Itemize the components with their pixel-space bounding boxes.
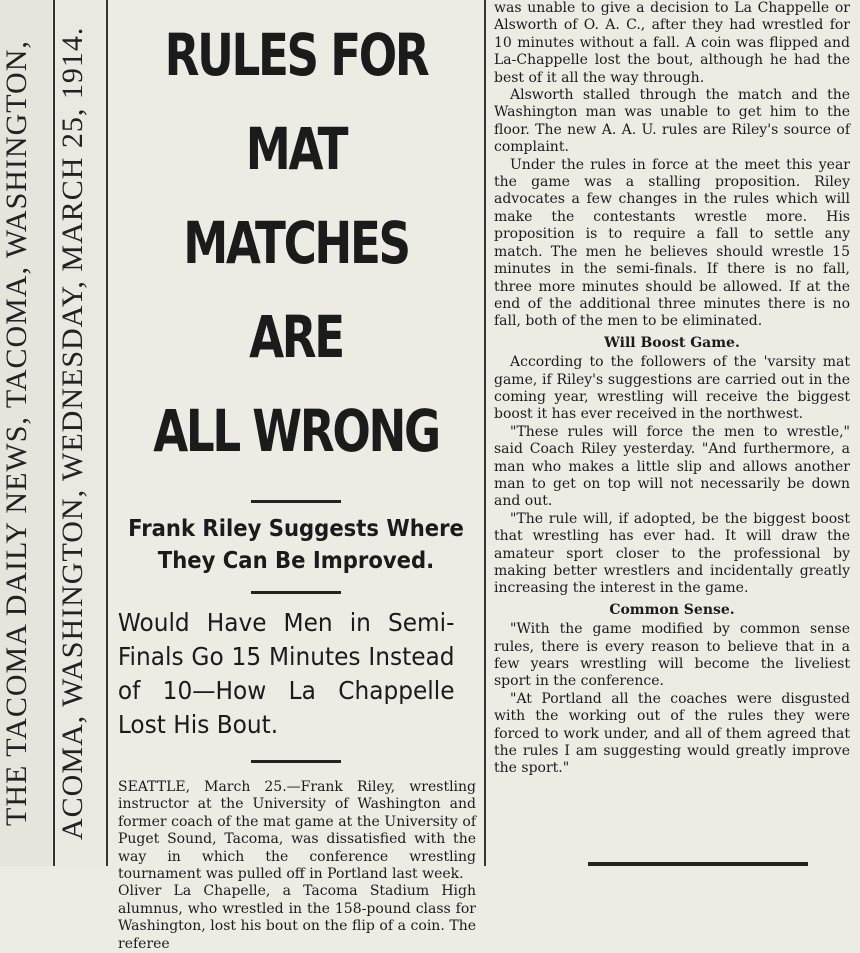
section-heading: Common Sense. xyxy=(609,601,735,618)
paragraph: "At Portland all the coaches were disgusted with the working out of the rules they were forced to work under, and all of them agreed that the rules I am suggesting would greatly improve the sport." xyxy=(494,690,850,777)
column-rule xyxy=(484,0,486,866)
masthead-text: THE TACOMA DAILY NEWS, TACOMA, WASHINGTON, xyxy=(0,40,33,826)
subhead-divider xyxy=(251,591,341,594)
subhead: Frank Riley Suggests Where They Can Be Improved. xyxy=(128,516,464,574)
deck: Would Have Men in Semi-Finals Go 15 Minutes Instead of 10—How La Chappelle Lost His Bout. xyxy=(117,608,455,739)
paragraph: Alsworth stalled through the match and the Washington man was unable to get him to the floor. The new A. A. U. rules are Riley's source of complaint. xyxy=(494,87,850,156)
paragraph: According to the followers of the 'varsity mat game, if Riley's suggestions are carried out in the coming year, wrestling will receive the biggest boost it has ever received in the northwest. xyxy=(494,354,850,423)
next-article-headline-clipped xyxy=(588,862,808,866)
column-rule xyxy=(106,0,108,866)
paragraph: "These rules will force the men to wrestle," said Coach Riley yesterday. "And furthermore, a man who makes a little slip and allows another man to get on top will not necessarily be down and out. xyxy=(494,423,850,510)
masthead-vertical xyxy=(0,0,52,866)
paragraph: was unable to give a decision to La Chappelle or Alsworth of O. A. C., after they had wrestled for 10 minutes without a fall. A coin was flipped and La-Chappelle lost the bout, although he had the best of it all the way through. xyxy=(494,0,850,86)
article-body-left xyxy=(110,779,482,953)
paragraph: SEATTLE, March 25.—Frank Riley, wrestling instructor at the University of Washington and former coach of the mat game at the University of Puget Sound, Tacoma, was dissatisfied with the way in which the conference wrestling tournament was pulled off in Portland last week. xyxy=(118,779,476,883)
headline-line: RULES FOR MAT xyxy=(164,21,428,183)
article-body-right xyxy=(488,0,854,778)
paragraph: "With the game modified by common sense rules, there is every reason to believe that in a few years wrestling will become the liveliest sport in the conference. xyxy=(494,621,850,690)
headline-line: ALL WRONG xyxy=(153,397,439,465)
section-heading: Will Boost Game. xyxy=(604,334,740,351)
deck-divider xyxy=(251,760,341,763)
headline-divider xyxy=(251,500,341,503)
paragraph: "The rule will, if adopted, be the biggest boost that wrestling has ever had. It will draw the amateur sport closer to the professional by making better wrestlers and incidentally greatly increasing the interest in the game. xyxy=(494,510,850,597)
dateline-text: ACOMA, WASHINGTON, WEDNESDAY, MARCH 25, 1914. xyxy=(56,26,89,840)
right-column xyxy=(488,0,854,866)
headline-line: MATCHES ARE xyxy=(183,209,409,371)
paragraph: Under the rules in force at the meet this year the game was a stalling proposition. Riley advocates a few changes in the rules which will make the contestants wrestle more. His proposition is to require a fall to settle any match. The men he believes should wrestle 15 minutes in the semi-finals. If there is no fall, three more minutes should be allowed. If at the end of the additional three minutes there is no fall, both of the men to be eliminated. xyxy=(494,156,850,330)
headline xyxy=(151,8,441,478)
column-rule xyxy=(53,0,55,866)
left-column xyxy=(110,0,482,952)
dateline-vertical xyxy=(56,0,104,866)
paragraph: Oliver La Chapelle, a Tacoma Stadium High alumnus, who wrestled in the 158-pound class for Washington, lost his bout on the flip of a coin. The referee xyxy=(118,883,476,952)
